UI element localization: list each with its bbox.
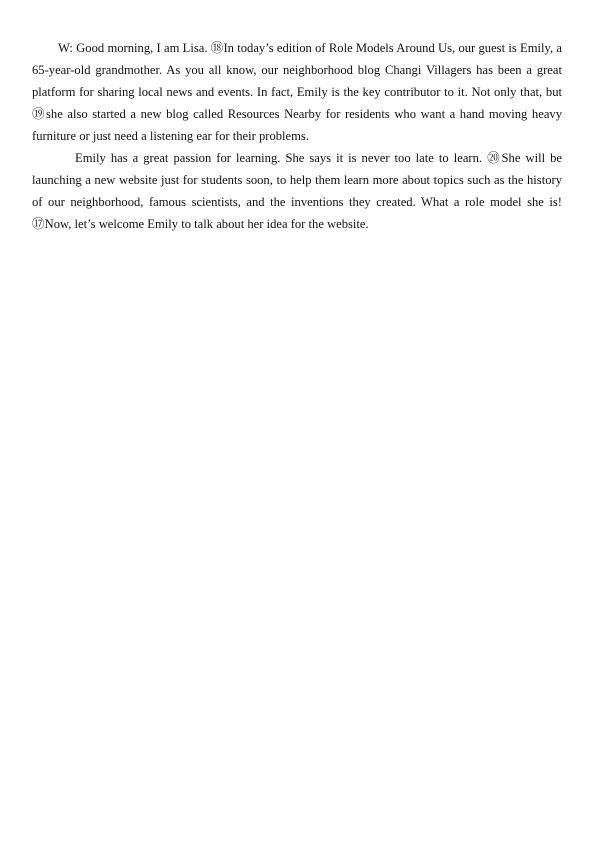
transcript-paragraph-1: W: Good morning, I am Lisa. ⑱In today’s edition of Role Models Around Us, our guest is Emily, a 65-year-old grandmother. As you all know, our neighborhood blog Changi Villagers has been a great platform for sharing local news and events. In fact, Emily is the key contributor to it. Not only that, but ⑲she also started a new blog called Resources Nearby for residents who want a hand moving heavy furniture or just need a listening ear for their problems. [32,41,562,143]
transcript-paragraph-2: Emily has a great passion for learning. She says it is never too late to learn. ⑳She will be launching a new website just for students soon, to help them learn more about topics such as the history of our neighborhood, famous scientists, and the inventions they created. What a role model she is! ⑰Now, let’s welcome Emily to talk about her idea for the website. [32,151,562,231]
